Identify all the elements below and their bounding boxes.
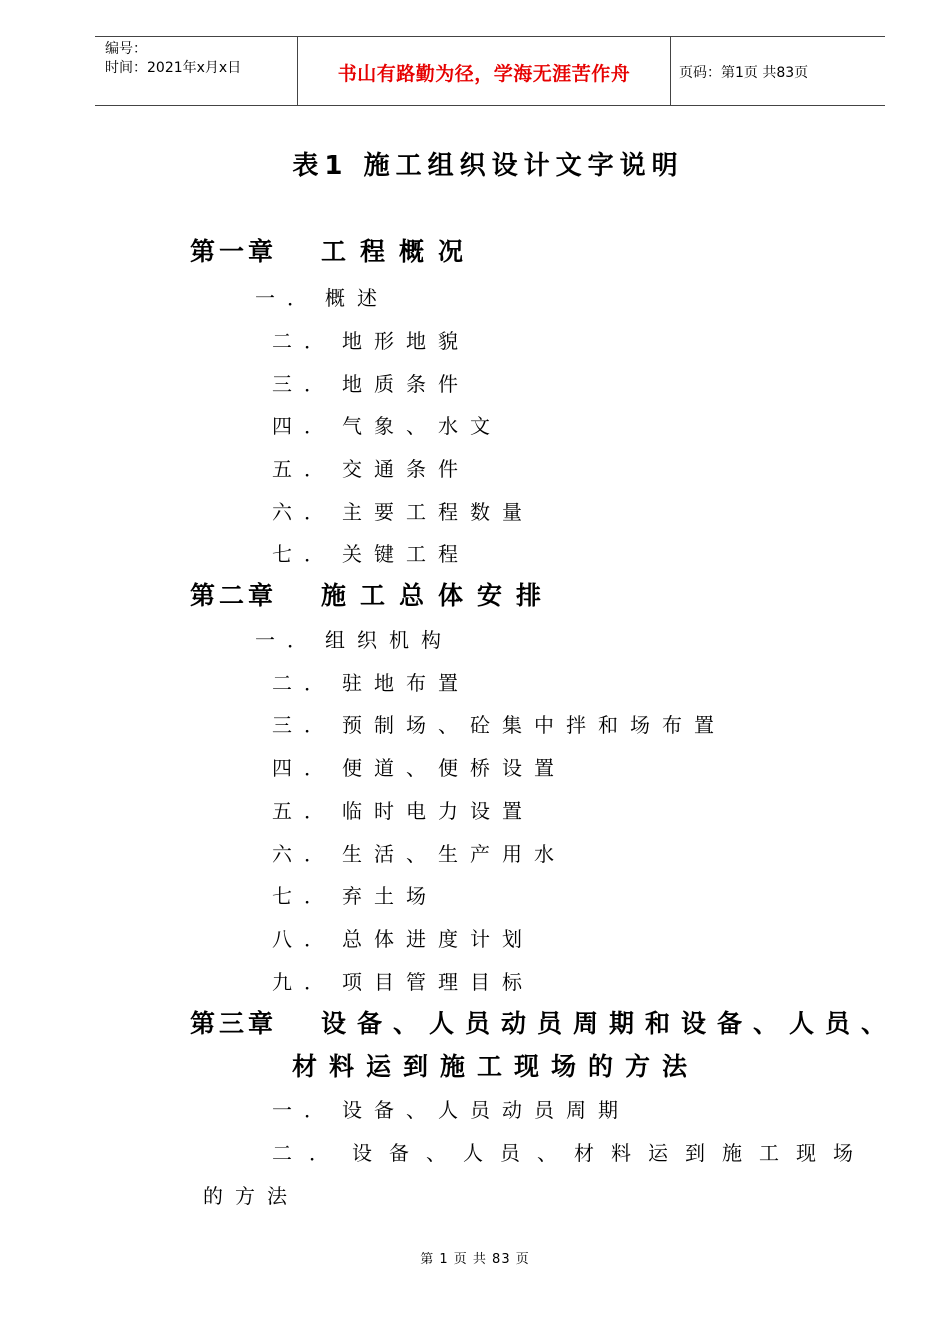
item-number: 一． (272, 1098, 336, 1122)
item-text: 驻地布置 (342, 671, 470, 695)
code-label: 编号： (105, 41, 147, 57)
item-text: 预制场、砼集中拌和场布置 (342, 713, 726, 737)
toc-item (272, 923, 534, 952)
chapter-heading (190, 1004, 897, 1040)
item-text: 地质条件 (342, 372, 470, 396)
item-number: 五． (272, 457, 336, 481)
item-text: 主要工程数量 (342, 500, 534, 524)
toc-item (272, 496, 534, 525)
chapter-heading (190, 576, 555, 612)
item-number: 二． (272, 671, 336, 695)
header-meta (105, 40, 241, 78)
item-number: 六． (272, 500, 336, 524)
item-text: 总体进度计划 (342, 927, 534, 951)
chapter-number: 第二章 (190, 581, 278, 610)
header-divider (670, 37, 671, 105)
chapter-title-continued: 材料运到施工现场的方法 (292, 1052, 700, 1081)
toc-item (272, 880, 438, 909)
chapter-title: 工程概况 (321, 237, 478, 266)
toc-item (272, 838, 566, 867)
toc-item (272, 538, 470, 567)
item-number: 三． (272, 713, 336, 737)
item-number: 六． (272, 842, 336, 866)
item-text: 交通条件 (342, 457, 470, 481)
toc-item (272, 1094, 630, 1123)
item-text: 气象、水文 (342, 414, 502, 438)
item-text: 生活、生产用水 (342, 842, 566, 866)
toc-item (272, 1137, 870, 1166)
toc-item (272, 453, 470, 482)
chapter-number: 第一章 (190, 237, 278, 266)
header-page-info: 页码：第1页 共83页 (679, 65, 809, 81)
toc-item (272, 410, 502, 439)
chapter-number: 第三章 (190, 1009, 278, 1038)
item-number: 四． (272, 756, 336, 780)
item-number: 一． (255, 286, 319, 310)
toc-item (272, 795, 534, 824)
toc-item (272, 752, 566, 781)
toc-item (272, 709, 726, 738)
toc-item (255, 282, 389, 311)
item-text: 概述 (325, 286, 389, 310)
page-footer: 第 1 页 共 83 页 (420, 1252, 530, 1267)
item-text: 组织机构 (325, 628, 453, 652)
chapter-title: 施工总体安排 (321, 581, 556, 610)
item-text: 地形地貌 (342, 329, 470, 353)
item-number: 二． (272, 1141, 346, 1165)
item-number: 五． (272, 799, 336, 823)
item-number: 九． (272, 970, 336, 994)
time-label: 时间：2021年x月x日 (105, 60, 242, 76)
item-number: 七． (272, 884, 336, 908)
item-text: 设备、人员、材料运到施工现场 (352, 1141, 870, 1165)
item-number: 一． (255, 628, 319, 652)
item-text: 临时电力设置 (342, 799, 534, 823)
toc-item (272, 667, 470, 696)
header-table (95, 36, 885, 106)
item-text: 便道、便桥设置 (342, 756, 566, 780)
item-number: 二． (272, 329, 336, 353)
chapter-heading (190, 232, 477, 268)
item-text: 关键工程 (342, 542, 470, 566)
item-number: 八． (272, 927, 336, 951)
chapter-title: 设备、人员动员周期和设备、人员、 (321, 1009, 898, 1038)
toc-item (255, 624, 453, 653)
toc-item (272, 966, 534, 995)
document-title: 表1 施工组织设计文字说明 (292, 151, 684, 181)
item-number: 七． (272, 542, 336, 566)
item-text: 设备、人员动员周期 (342, 1098, 630, 1122)
item-text: 项目管理目标 (342, 970, 534, 994)
header-motto: 书山有路勤为径，学海无涯苦作舟 (337, 63, 631, 85)
item-text: 弃土场 (342, 884, 438, 908)
toc-item (272, 368, 470, 397)
toc-item (272, 325, 470, 354)
toc-item-continued: 的方法 (203, 1184, 299, 1208)
item-number: 四． (272, 414, 336, 438)
item-number: 三． (272, 372, 336, 396)
